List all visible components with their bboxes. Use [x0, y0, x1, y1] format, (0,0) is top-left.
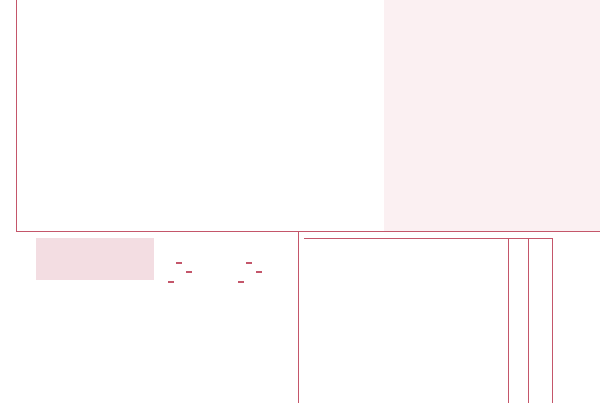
- section-divider: [16, 231, 600, 232]
- alcohol-yes-tag: [186, 271, 192, 273]
- answer-columns-bg: [384, 0, 600, 231]
- drugs-dontuse-tag: [246, 262, 252, 264]
- left-border: [16, 0, 17, 231]
- alcohol-no-tag: [168, 281, 174, 283]
- drugs-yes-tag: [256, 271, 262, 273]
- q65-col-divider-2: [528, 238, 529, 403]
- q65-top-line: [304, 238, 552, 239]
- q65-col-divider-1: [508, 238, 509, 403]
- drugs-no-tag: [238, 281, 244, 283]
- q65-col-divider-3: [552, 238, 553, 403]
- alcohol-dontuse-tag: [176, 262, 182, 264]
- instruction-box: [36, 238, 154, 280]
- section-vsplit: [298, 231, 299, 403]
